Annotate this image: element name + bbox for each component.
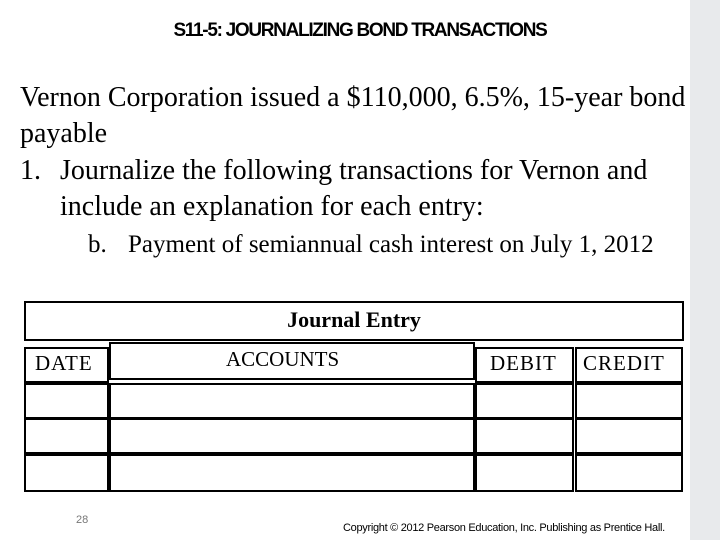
row-3-accounts-cell — [110, 455, 474, 491]
right-side-bar — [690, 0, 720, 540]
list-item-1-text: Journalize the following transactions for Vernon and include an explanation for each entry: — [60, 155, 648, 222]
column-header-debit: DEBIT — [490, 351, 557, 375]
column-header-accounts: ACCOUNTS — [226, 347, 340, 371]
row-2-accounts-cell — [110, 419, 474, 453]
column-header-credit: CREDIT — [583, 351, 665, 375]
page-number: 28 — [76, 514, 89, 526]
row-1-credit-cell — [576, 384, 682, 418]
journal-entry-title: Journal Entry — [287, 307, 421, 332]
row-3-credit-cell — [576, 455, 682, 491]
list-item-1-number: 1. — [20, 155, 41, 186]
row-1-debit-cell — [476, 384, 573, 418]
row-1-accounts-cell — [110, 384, 474, 418]
slide-title: S11-5: JOURNALIZING BOND TRANSACTIONS — [173, 20, 547, 41]
row-1-date-cell — [25, 384, 108, 418]
list-item-b-text: Payment of semiannual cash interest on July 1, 2012 — [128, 231, 654, 258]
row-2-date-cell — [25, 419, 108, 453]
intro-paragraph: Vernon Corporation issued a $110,000, 6.5%, 15-year bond payable — [20, 82, 686, 149]
column-header-date: DATE — [35, 351, 93, 375]
row-3-debit-cell — [476, 455, 573, 491]
list-item-b-letter: b. — [88, 231, 107, 258]
copyright-notice: Copyright © 2012 Pearson Education, Inc. Publishing as Prentice Hall. — [343, 522, 665, 534]
journal-entry-table — [24, 301, 684, 493]
row-2-debit-cell — [476, 419, 573, 453]
row-2-credit-cell — [576, 419, 682, 453]
row-3-date-cell — [25, 455, 108, 491]
